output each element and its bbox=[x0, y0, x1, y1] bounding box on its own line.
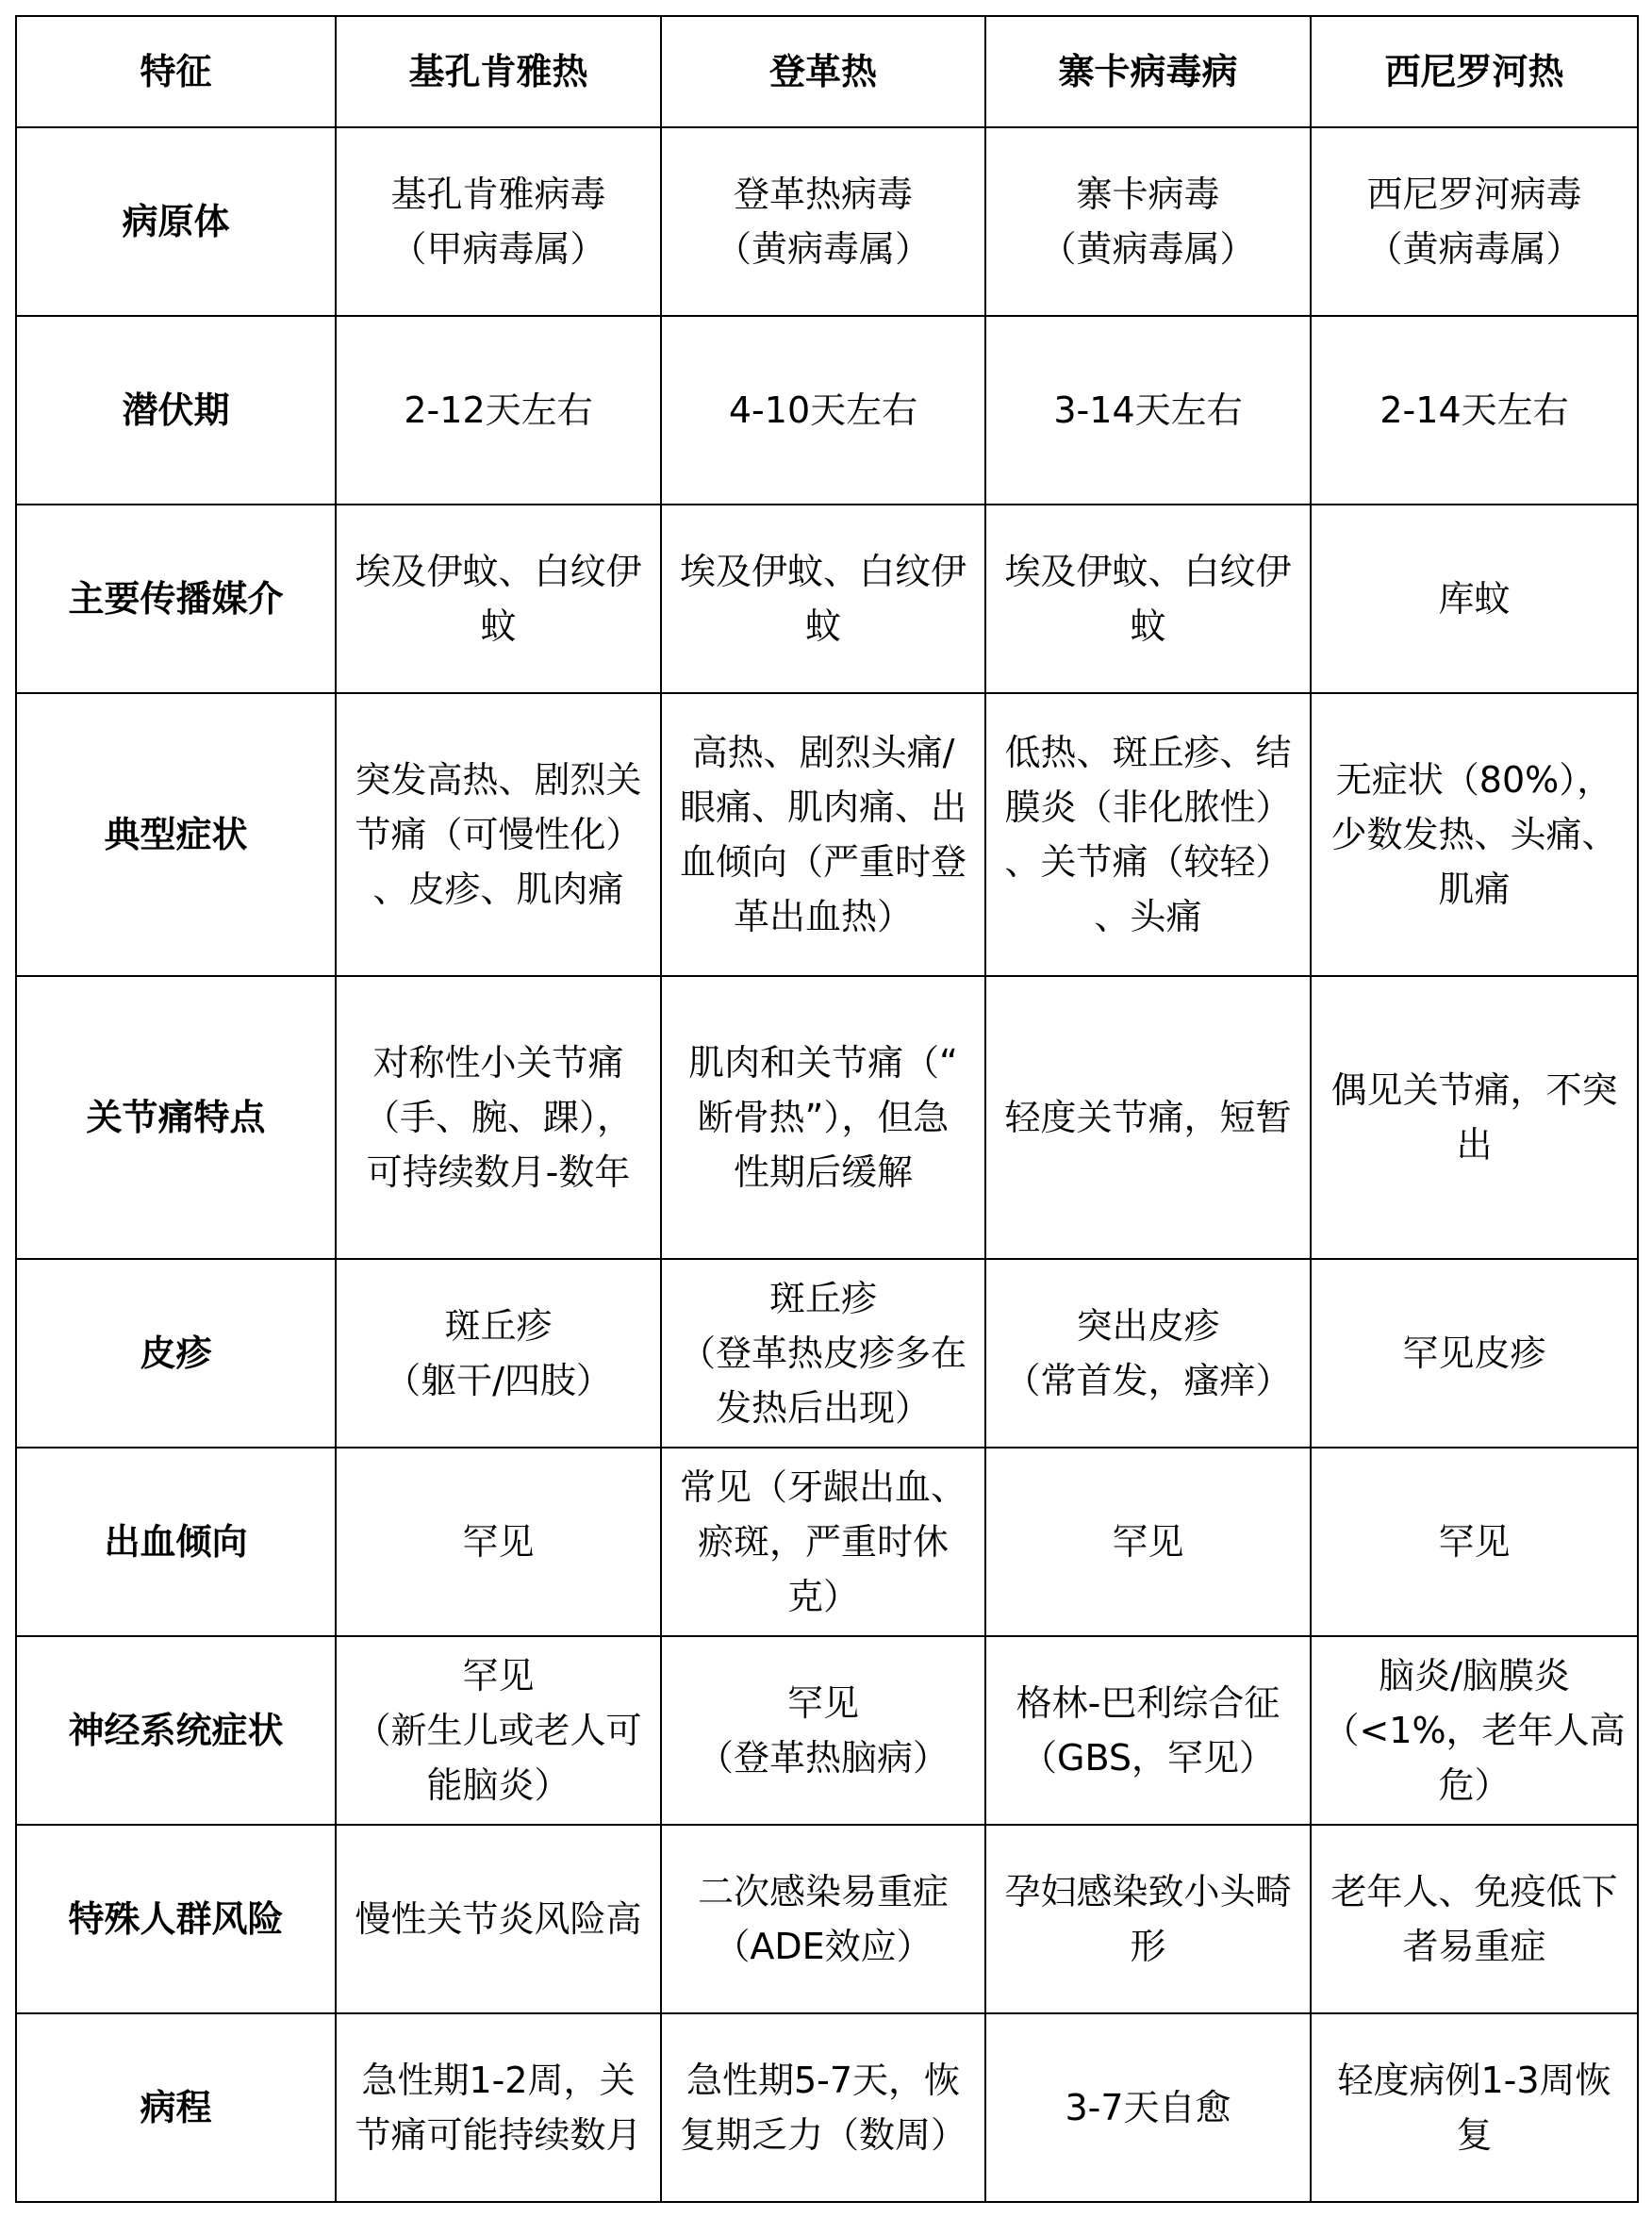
table-row bbox=[16, 976, 1638, 1259]
cell-text-line: 节痛可能持续数月 bbox=[355, 2114, 642, 2156]
cell-dengue bbox=[661, 316, 985, 505]
cell-dengue bbox=[661, 693, 985, 976]
table-row bbox=[16, 1825, 1638, 2013]
cell-dengue bbox=[661, 976, 985, 1259]
cell-text-line: 肌痛 bbox=[1438, 869, 1511, 910]
cell-text-line: 蚊 bbox=[1130, 605, 1166, 647]
cell-chikungunya bbox=[336, 316, 661, 505]
cell-text-line: 突出皮疹 bbox=[1076, 1305, 1220, 1347]
cell-west-nile bbox=[1311, 1448, 1638, 1636]
cell-dengue bbox=[661, 505, 985, 693]
cell-text-line: 罕见皮疹 bbox=[1402, 1332, 1546, 1374]
cell-dengue bbox=[661, 127, 985, 316]
cell-text-line: 肌肉和关节痛（“ bbox=[688, 1042, 958, 1084]
cell-chikungunya bbox=[336, 693, 661, 976]
cell-text-line: （常首发，瘙痒） bbox=[1004, 1360, 1292, 1401]
cell-text-line: 性期后缓解 bbox=[733, 1151, 913, 1193]
table-body bbox=[16, 127, 1638, 2202]
cell-west-nile bbox=[1311, 1636, 1638, 1825]
cell-text-line: 瘀斑，严重时休 bbox=[697, 1521, 949, 1563]
cell-text-line: 罕见 bbox=[1112, 1521, 1184, 1563]
cell-text-line: 复 bbox=[1456, 2114, 1493, 2156]
table-row bbox=[16, 2013, 1638, 2202]
cell-text-line: 罕见 bbox=[462, 1655, 535, 1697]
table-row bbox=[16, 693, 1638, 976]
cell-chikungunya bbox=[336, 505, 661, 693]
row-label: 病原体 bbox=[16, 127, 336, 316]
cell-text-line: （黄病毒属） bbox=[1366, 228, 1582, 270]
cell-text-line: 血倾向（严重时登 bbox=[679, 841, 966, 883]
cell-text-line: 少数发热、头痛、 bbox=[1330, 814, 1618, 855]
cell-text-line: 低热、斑丘疹、结 bbox=[1004, 732, 1292, 773]
cell-text-line: （登革热脑病） bbox=[697, 1737, 949, 1779]
cell-text-line: 形 bbox=[1130, 1926, 1166, 1967]
cell-chikungunya bbox=[336, 2013, 661, 2202]
cell-text-line: 出 bbox=[1456, 1124, 1493, 1166]
cell-zika bbox=[985, 2013, 1311, 2202]
cell-text-line: 轻度关节痛，短暂 bbox=[1004, 1097, 1292, 1138]
cell-dengue bbox=[661, 1448, 985, 1636]
cell-text-line: 常见（牙龈出血、 bbox=[679, 1466, 966, 1508]
table-header-row bbox=[16, 16, 1638, 127]
cell-west-nile bbox=[1311, 1259, 1638, 1448]
cell-text-line: 、头痛 bbox=[1094, 896, 1202, 937]
cell-text-line: （甲病毒属） bbox=[390, 228, 606, 270]
cell-text-line: 者易重症 bbox=[1402, 1926, 1546, 1967]
cell-text-line: 罕见 bbox=[786, 1682, 859, 1724]
cell-text-line: 孕妇感染致小头畸 bbox=[1004, 1871, 1292, 1912]
cell-text-line: （GBS，罕见） bbox=[1021, 1737, 1275, 1779]
cell-dengue bbox=[661, 2013, 985, 2202]
cell-text-line: 罕见 bbox=[1438, 1521, 1511, 1563]
cell-zika bbox=[985, 505, 1311, 693]
cell-text-line: 突发高热、剧烈关 bbox=[355, 759, 642, 801]
cell-text-line: 罕见 bbox=[462, 1521, 535, 1563]
cell-text-line: 3-7天自愈 bbox=[1065, 2087, 1231, 2128]
table-row bbox=[16, 1259, 1638, 1448]
cell-west-nile bbox=[1311, 316, 1638, 505]
cell-text-line: 急性期5-7天，恢 bbox=[686, 2060, 961, 2101]
cell-chikungunya bbox=[336, 1259, 661, 1448]
cell-west-nile bbox=[1311, 127, 1638, 316]
cell-west-nile bbox=[1311, 976, 1638, 1259]
cell-zika bbox=[985, 1636, 1311, 1825]
cell-text-line: 3-14天左右 bbox=[1053, 389, 1243, 431]
cell-west-nile bbox=[1311, 693, 1638, 976]
cell-text-line: 库蚊 bbox=[1438, 578, 1511, 620]
cell-chikungunya bbox=[336, 127, 661, 316]
cell-chikungunya bbox=[336, 1825, 661, 2013]
cell-text-line: 高热、剧烈头痛/ bbox=[691, 732, 955, 773]
table-row bbox=[16, 505, 1638, 693]
cell-chikungunya bbox=[336, 1636, 661, 1825]
cell-text-line: 膜炎（非化脓性） bbox=[1004, 786, 1292, 828]
cell-text-line: 轻度病例1-3周恢 bbox=[1337, 2060, 1611, 2101]
cell-west-nile bbox=[1311, 1825, 1638, 2013]
table-row bbox=[16, 1448, 1638, 1636]
cell-text-line: 急性期1-2周，关 bbox=[361, 2060, 636, 2101]
cell-text-line: 、皮疹、肌肉痛 bbox=[372, 869, 624, 910]
row-label: 病程 bbox=[16, 2013, 336, 2202]
cell-text-line: 斑丘疹 bbox=[444, 1305, 553, 1347]
cell-dengue bbox=[661, 1636, 985, 1825]
cell-text-line: 慢性关节炎风险高 bbox=[355, 1898, 642, 1940]
cell-text-line: 、关节痛（较轻） bbox=[1004, 841, 1292, 883]
cell-text-line: 对称性小关节痛 bbox=[372, 1042, 624, 1084]
cell-text-line: 登革热病毒 bbox=[733, 174, 913, 215]
cell-text-line: 2-12天左右 bbox=[404, 389, 593, 431]
cell-text-line: 危） bbox=[1438, 1764, 1511, 1806]
cell-text-line: 可持续数月-数年 bbox=[366, 1151, 631, 1193]
cell-text-line: 无症状（80%）， bbox=[1335, 759, 1613, 801]
header-feature: 特征 bbox=[16, 16, 336, 127]
table-row bbox=[16, 316, 1638, 505]
cell-text-line: 格林-巴利综合征 bbox=[1016, 1682, 1280, 1724]
comparison-table bbox=[15, 15, 1639, 2203]
header-west-nile: 西尼罗河热 bbox=[1311, 16, 1638, 127]
cell-text-line: 2-14天左右 bbox=[1379, 389, 1569, 431]
cell-text-line: 能脑炎） bbox=[426, 1764, 570, 1806]
cell-zika bbox=[985, 316, 1311, 505]
cell-zika bbox=[985, 1825, 1311, 2013]
header-chikungunya: 基孔肯雅热 bbox=[336, 16, 661, 127]
cell-west-nile bbox=[1311, 2013, 1638, 2202]
cell-text-line: 复期乏力（数周） bbox=[679, 2114, 966, 2156]
cell-zika bbox=[985, 1448, 1311, 1636]
cell-text-line: 眼痛、肌肉痛、出 bbox=[679, 786, 966, 828]
cell-text-line: 克） bbox=[786, 1576, 859, 1617]
cell-text-line: （登革热皮疹多在 bbox=[679, 1332, 966, 1374]
row-label: 出血倾向 bbox=[16, 1448, 336, 1636]
table-row bbox=[16, 127, 1638, 316]
cell-text-line: 蚊 bbox=[804, 605, 841, 647]
cell-text-line: （新生儿或老人可 bbox=[355, 1710, 642, 1751]
row-label: 潜伏期 bbox=[16, 316, 336, 505]
row-label: 典型症状 bbox=[16, 693, 336, 976]
cell-zika bbox=[985, 693, 1311, 976]
header-dengue: 登革热 bbox=[661, 16, 985, 127]
cell-text-line: 基孔肯雅病毒 bbox=[390, 174, 606, 215]
cell-text-line: （躯干/四肢） bbox=[385, 1360, 612, 1401]
cell-chikungunya bbox=[336, 1448, 661, 1636]
cell-text-line: 寨卡病毒 bbox=[1076, 174, 1220, 215]
cell-zika bbox=[985, 976, 1311, 1259]
cell-text-line: （ADE效应） bbox=[714, 1926, 933, 1967]
row-label: 神经系统症状 bbox=[16, 1636, 336, 1825]
cell-text-line: 脑炎/脑膜炎 bbox=[1379, 1655, 1570, 1697]
cell-dengue bbox=[661, 1825, 985, 2013]
cell-dengue bbox=[661, 1259, 985, 1448]
row-label: 皮疹 bbox=[16, 1259, 336, 1448]
cell-text-line: 断骨热”），但急 bbox=[697, 1097, 950, 1138]
cell-chikungunya bbox=[336, 976, 661, 1259]
cell-text-line: （<1%，老年人高 bbox=[1323, 1710, 1626, 1751]
row-label: 主要传播媒介 bbox=[16, 505, 336, 693]
cell-text-line: （手、腕、踝）， bbox=[363, 1097, 633, 1138]
cell-text-line: 偶见关节痛，不突 bbox=[1330, 1069, 1618, 1111]
row-label: 关节痛特点 bbox=[16, 976, 336, 1259]
cell-text-line: 革出血热） bbox=[733, 896, 913, 937]
cell-text-line: （黄病毒属） bbox=[1040, 228, 1256, 270]
cell-text-line: 埃及伊蚊、白纹伊 bbox=[679, 551, 966, 592]
cell-text-line: 埃及伊蚊、白纹伊 bbox=[355, 551, 642, 592]
cell-text-line: 斑丘疹 bbox=[768, 1278, 877, 1319]
cell-text-line: 4-10天左右 bbox=[728, 389, 918, 431]
cell-zika bbox=[985, 127, 1311, 316]
cell-text-line: 发热后出现） bbox=[715, 1387, 931, 1429]
row-label: 特殊人群风险 bbox=[16, 1825, 336, 2013]
cell-west-nile bbox=[1311, 505, 1638, 693]
header-zika: 寨卡病毒病 bbox=[985, 16, 1311, 127]
cell-text-line: 埃及伊蚊、白纹伊 bbox=[1004, 551, 1292, 592]
cell-text-line: 节痛（可慢性化） bbox=[355, 814, 642, 855]
table-row bbox=[16, 1636, 1638, 1825]
cell-text-line: 老年人、免疫低下 bbox=[1330, 1871, 1618, 1912]
cell-text-line: 蚊 bbox=[480, 605, 517, 647]
cell-text-line: 二次感染易重症 bbox=[697, 1871, 949, 1912]
cell-zika bbox=[985, 1259, 1311, 1448]
cell-text-line: （黄病毒属） bbox=[715, 228, 931, 270]
cell-text-line: 西尼罗河病毒 bbox=[1366, 174, 1582, 215]
